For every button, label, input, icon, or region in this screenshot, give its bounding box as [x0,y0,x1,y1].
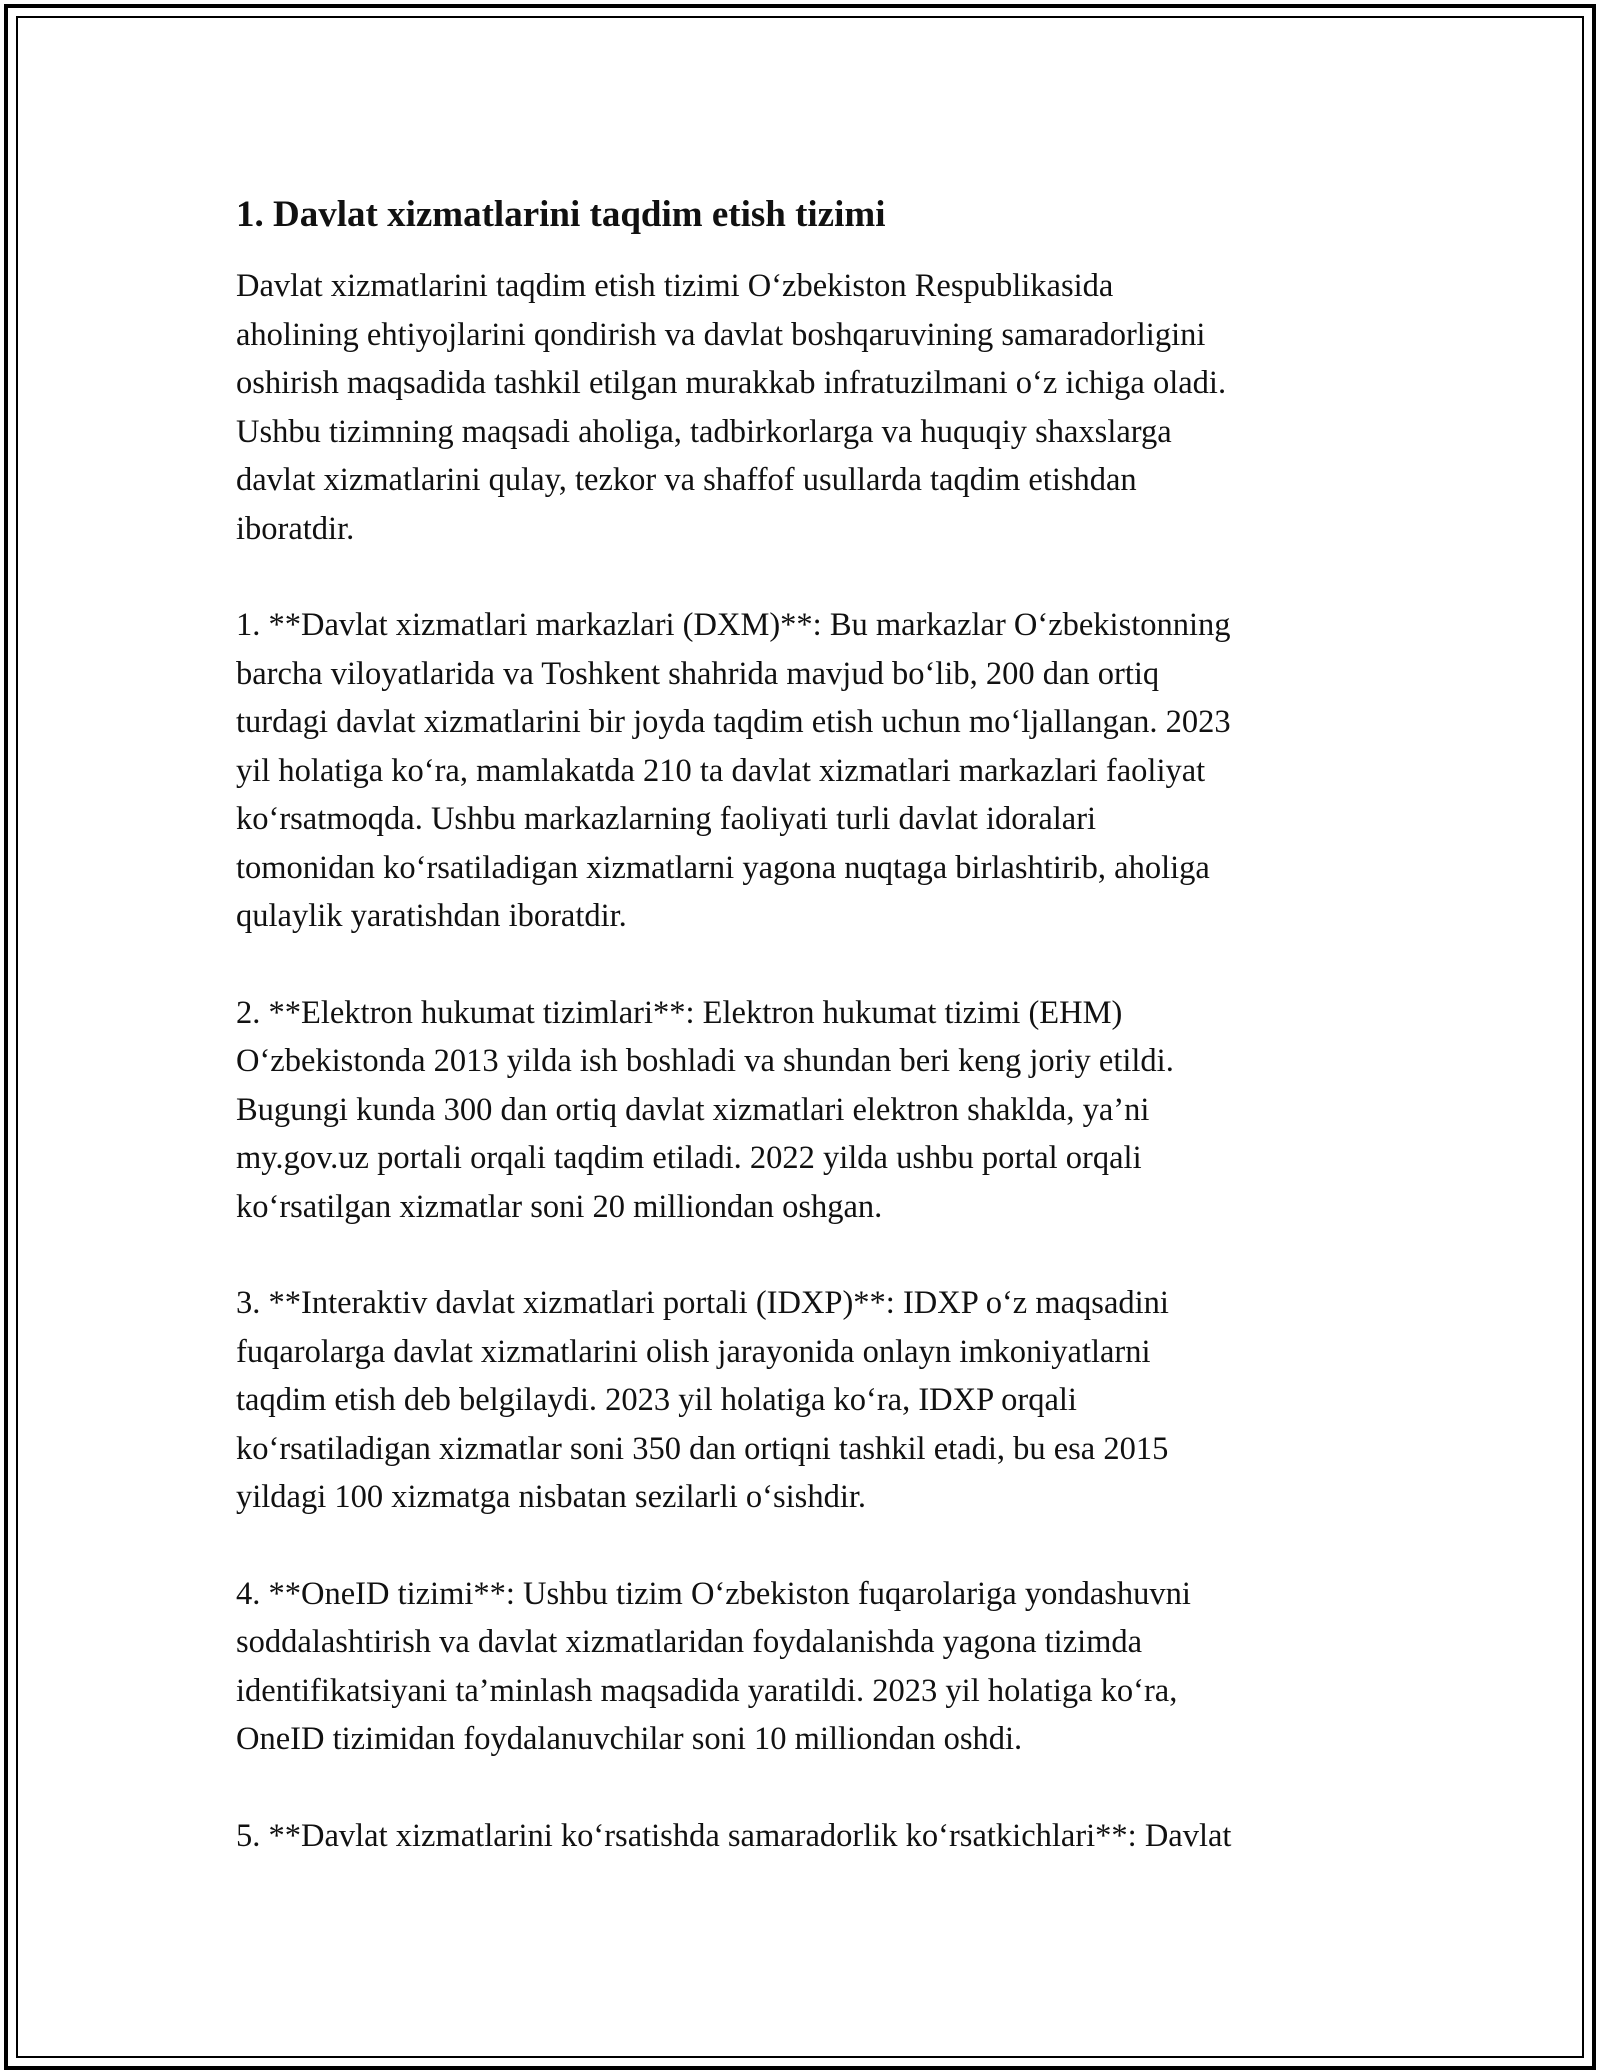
intro-paragraph: Davlat xizmatlarini taqdim etish tizimi O‘zbekiston Respublikasida aholining ehtiyojlarini qondirish va davlat boshqaruvining samaradorligini oshirish maqsadida tashkil etilgan murakkab infratuzilmani o‘z ichiga oladi. Ushbu tizimning maqsadi aholiga, tadbirkorlarga va huquqiy shaxslarga davlat xizmatlarini qulay, tezkor va shaffof usullarda taqdim etishdan iboratdir. [236,268,1227,547]
document-title: 1. Davlat xizmatlarini taqdim etish tizimi [236,194,886,235]
item-3-paragraph: 3. **Interaktiv davlat xizmatlari portali (IDXP)**: IDXP o‘z maqsadini fuqarolarga davlat xizmatlarini olish jarayonida onlayn imkoniyatlarni taqdim etish deb belgilaydi. 2023 yil holatiga ko‘ra, IDXP orqali ko‘rsatiladigan xizmatlar soni 350 dan ortiqni tashkil etadi, bu esa 2015 yildagi 100 xizmatga nisbatan sezilarli o‘sishdir. [236,1285,1169,1515]
item-2-paragraph: 2. **Elektron hukumat tizimlari**: Elektron hukumat tizimi (EHM) O‘zbekistonda 2013 yilda ish boshladi va shundan beri keng joriy etildi. Bugungi kunda 300 dan ortiq davlat xizmatlari elektron shaklda, ya’ni my.gov.uz portali orqali taqdim etiladi. 2022 yilda ushbu portal orqali ko‘rsatilgan xizmatlar soni 20 milliondan oshgan. [236,994,1174,1225]
item-1-paragraph: 1. **Davlat xizmatlari markazlari (DXM)**: Bu markazlar O‘zbekistonning barcha viloyatlarida va Toshkent shahrida mavjud bo‘lib, 200 dan ortiq turdagi davlat xizmatlarini bir joyda taqdim etish uchun mo‘ljallangan. 2023 yil holatiga ko‘ra, mamlakatda 210 ta davlat xizmatlari markazlari faoliyat ko‘rsatmoqda. Ushbu markazlarning faoliyati turli davlat idoralari tomonidan ko‘rsatiladigan xizmatlarni yagona nuqtaga birlashtirib, aholiga qulaylik yaratishdan iboratdir. [236,607,1231,934]
item-5-paragraph: 5. **Davlat xizmatlarini ko‘rsatishda samaradorlik ko‘rsatkichlari**: Davlat [236,1817,1232,1854]
document-body [236,190,1366,1908]
item-4-paragraph: 4. **OneID tizimi**: Ushbu tizim O‘zbekiston fuqarolariga yondashuvni soddalashtirish va davlat xizmatlaridan foydalanishda yagona tizimda identifikatsiyani ta’minlash maqsadida yaratildi. 2023 yil holatiga ko‘ra, OneID tizimidan foydalanuvchilar soni 10 milliondan oshdi. [236,1575,1191,1757]
